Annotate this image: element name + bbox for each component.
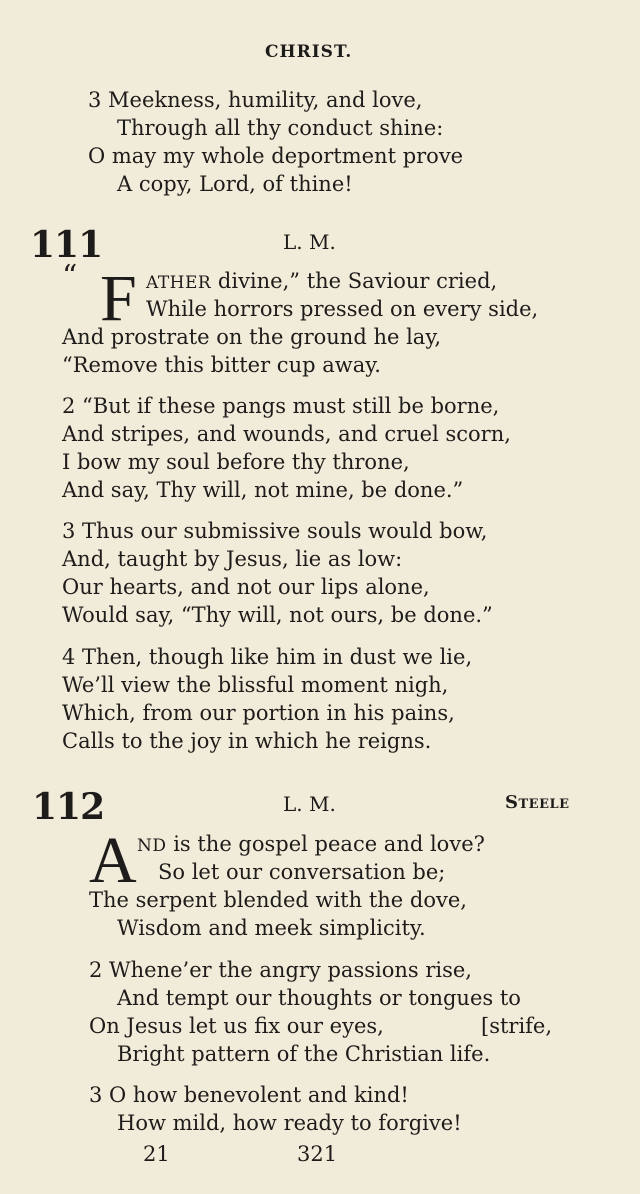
verse-line: 2 “But if these pangs must still be borne, [62,394,500,418]
drop-cap: A [89,824,137,897]
verse-line: A copy, Lord, of thine! [117,172,353,196]
verse-line: 3 O how benevolent and kind! [89,1083,409,1107]
verse-line: 4 Then, though like him in dust we lie, [62,645,473,669]
verse-line-first: ATHER divine,” the Saviour cried, [146,269,498,293]
verse-line: 2 Whene’er the angry passions rise, [89,958,472,982]
verse-line: Calls to the joy in which he reigns. [62,729,432,753]
verse-line: 3 Thus our submissive souls would bow, [62,519,488,543]
verse-line-overflow: [strife, [481,1014,553,1038]
verse-line: The serpent blended with the dove, [89,888,467,912]
hymn-meter: L. M. [283,792,336,816]
verse-line: And tempt our thoughts or tongues to [117,986,521,1010]
verse-line-first: ND is the gospel peace and love? [137,832,485,856]
hymn-number: 112 [32,786,105,828]
verse-line: Which, from our portion in his pains, [62,701,455,725]
hymn-author: Steele [505,792,570,813]
verse-line: I bow my soul before thy throne, [62,450,410,474]
verse-line: Through all thy conduct shine: [117,116,444,140]
verse-line: 3 Meekness, humility, and love, [88,88,423,112]
hymn-number: 111 [30,224,103,266]
signature-mark: 21 [143,1142,170,1166]
verse-line: And, taught by Jesus, lie as low: [62,547,403,571]
hymn-meter: L. M. [283,230,336,254]
first-word-smallcaps: ATHER [146,273,212,293]
verse-line: Wisdom and meek simplicity. [117,916,426,940]
opening-quote: “ [62,259,78,294]
verse-line: And say, Thy will, not mine, be done.” [62,478,464,502]
running-header: CHRIST. [265,42,353,62]
page-number: 321 [297,1142,338,1166]
verse-line: And prostrate on the ground he lay, [62,325,442,349]
verse-line: While horrors pressed on every side, [146,297,539,321]
verse-line: So let our conversation be; [158,860,446,884]
drop-cap: F [100,262,137,335]
verse-line: On Jesus let us fix our eyes, [89,1014,384,1038]
verse-line: And stripes, and wounds, and cruel scorn, [62,422,511,446]
verse-line: “Remove this bitter cup away. [62,353,381,377]
verse-line: We’ll view the blissful moment nigh, [62,673,449,697]
first-word-smallcaps: ND [137,836,167,856]
verse-line: Would say, “Thy will, not ours, be done.” [62,603,493,627]
verse-line: O may my whole deportment prove [88,144,464,168]
verse-line: Our hearts, and not our lips alone, [62,575,430,599]
verse-line: Bright pattern of the Christian life. [117,1042,491,1066]
verse-line: How mild, how ready to forgive! [117,1111,462,1135]
